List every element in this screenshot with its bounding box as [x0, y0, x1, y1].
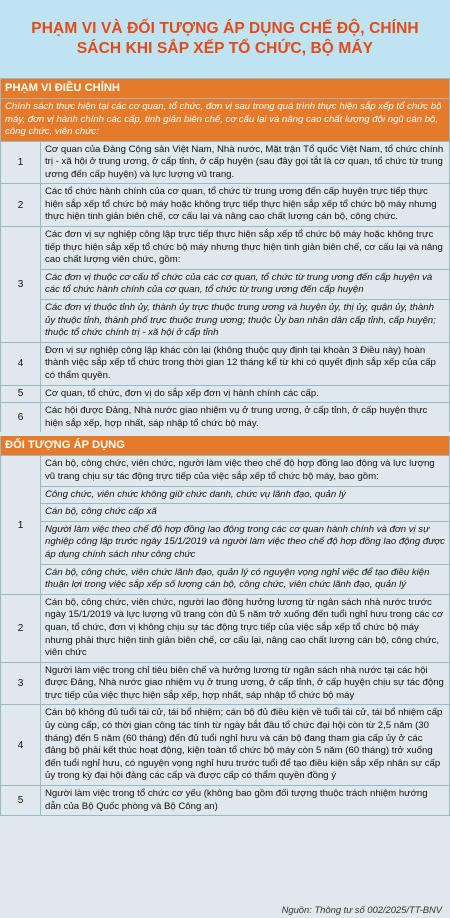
row-cell [41, 227, 450, 343]
row-number: 2 [1, 184, 41, 227]
row-number: 5 [1, 786, 41, 816]
sub-item: Cán bộ, công chức, viên chức lãnh đạo, quản lý có nguyện vọng nghỉ việc để tạo điều kiện thuận lợi trong việc sắp xếp số lượng cán bộ, công chức, viên chức lãnh đạo, quản lý [41, 564, 449, 592]
row-number: 1 [1, 456, 41, 594]
page-title [31, 19, 418, 59]
sub-item: Người làm việc theo chế độ hợp đồng lao động trong các cơ quan hành chính và đơn vị sự nghiệp công lập trước ngày 15/1/2019 và người làm việc theo chế độ hợp đồng lao động được áp dụng chính sách như công chức [41, 521, 449, 562]
sub-item: Các đơn vị thuộc tỉnh ủy, thành ủy trực thuộc trung ương và huyện ủy, thị ủy, quận ủy, thành ủy thuộc tỉnh, thành phố trực thuộc trung ương; thuộc Ủy ban nhân dân cấp tỉnh, cấp huyện; thuộc tổ chức chính trị - xã hội ở cấp tỉnh [41, 299, 449, 340]
row-number: 5 [1, 385, 41, 403]
row-text: Cán bộ, công chức, viên chức, người lao động hưởng lương từ ngân sách nhà nước trước ngày 15/1/2019 và lực lượng vũ trang còn đủ 5 năm trở xuống đến tuổi nghỉ hưu trong các cơ quan, tổ chức, đơn vị không chịu sự tác động trực tiếp của việc sắp xếp tổ chức bộ máy nhưng phải thực hiện tinh giản biên chế, cơ cấu lại, nâng cao chất lượng cán bộ, công chức, viên chức [41, 594, 450, 662]
table-row [1, 342, 450, 385]
sub-item: Công chức, viên chức không giữ chức danh, chức vụ lãnh đạo, quản lý [41, 486, 449, 502]
row-number: 3 [1, 662, 41, 705]
title-line-1: PHẠM VI VÀ ĐỐI TƯỢNG ÁP DỤNG CHẾ ĐỘ, CHÍNH [31, 20, 419, 37]
row-text: Cán bộ không đủ tuổi tái cử, tái bổ nhiệm; cán bộ đủ điều kiện về tuổi tái cử, tái bổ nhiệm cấp ủy cùng cấp, có thời gian công tác tính từ ngày bắt đầu tổ chức đại hội còn từ 2,5 năm (30 tháng) đến 5 năm (60 tháng) đến đủ tuổi nghỉ hưu và cán bộ đang tham gia cấp ủy ở các đảng bộ phải kết thúc hoạt động, kiện toàn tổ chức bộ máy còn 5 năm (60 tháng) trở xuống đến tuổi nghỉ hưu, có nguyện vọng nghỉ hưu trước tuổi để tạo điều kiện sắp xếp nhân sự cấp ủy trong kỳ đại hội đảng các cấp và được cấp có thẩm quyền đồng ý [41, 705, 450, 786]
row-text: Các hội được Đảng, Nhà nước giao nhiệm vụ ở trung ương, ở cấp tỉnh, ở cấp huyện thực hiện sắp xếp, hợp nhất, sáp nhập tổ chức bộ máy. [41, 403, 450, 435]
sub-item: Các đơn vị thuộc cơ cấu tổ chức của các cơ quan, tổ chức từ trung ương đến cấp huyện và các tổ chức hành chính của cơ quan, tổ chức từ trung ương đến cấp huyện [41, 269, 449, 297]
row-number: 6 [1, 403, 41, 435]
table-row [1, 786, 450, 816]
row-text: Cán bộ, công chức, viên chức, người làm việc theo chế độ hợp đồng lao động và lực lượng vũ trang chịu sự tác động trực tiếp của việc sắp xếp tổ chức bộ máy, bao gồm: [45, 458, 435, 482]
row-text: Các tổ chức hành chính của cơ quan, tổ chức từ trung ương đến cấp huyện trực tiếp thực hiện sắp xếp tổ chức bộ máy hoặc không trực tiếp thực hiện sắp xếp tổ chức bộ máy nhưng thực hiện tinh giản biên chế, cơ cấu lại và nâng cao chất lượng cán bộ, công chức. [41, 184, 450, 227]
table-row [1, 385, 450, 403]
sub-item: Cán bộ, công chức cấp xã [41, 503, 449, 519]
row-number: 3 [1, 227, 41, 343]
table-row [1, 227, 450, 343]
row-cell [41, 456, 450, 594]
table-row [1, 594, 450, 662]
row-text: Người làm việc trong chỉ tiêu biên chế và hưởng lương từ ngân sách nhà nước tại các hội được Đảng, Nhà nước giao nhiệm vụ ở trung ương, ở cấp tỉnh, ở cấp huyện chịu sự tác động trực tiếp của việc thực hiện sắp xếp, hợp nhất, sáp nhập tổ chức bộ máy [41, 662, 450, 705]
table-row [1, 141, 450, 184]
subjects-heading: ĐỐI TƯỢNG ÁP DỤNG [1, 434, 450, 456]
row-text: Các đơn vị sự nghiệp công lập trực tiếp thực hiện sắp xếp tổ chức bộ máy hoặc không trực tiếp thực hiện sắp xếp tổ chức bộ máy nhưng thực hiện tinh giản biên chế, cơ cấu lại và nâng cao chất lượng viên chức, gồm: [45, 229, 443, 266]
table-row [1, 403, 450, 435]
scope-intro: Chính sách thực hiện tại các cơ quan, tổ chức, đơn vị sau trong quá trình thực hiện sắp xếp tổ chức bộ máy, đơn vị hành chính các cấp, tinh giản biên chế, cơ cấu lại và nâng cao chất lượng đội ngũ cán bộ, công chức, viên chức: [1, 99, 450, 142]
row-text: Người làm việc trong tổ chức cơ yếu (không bao gồm đối tượng thuộc trách nhiệm hướng dẫn của Bộ Quốc phòng và Bộ Công an) [41, 786, 450, 816]
row-number: 4 [1, 705, 41, 786]
row-number: 2 [1, 594, 41, 662]
row-text: Đơn vị sự nghiệp công lập khác còn lại (không thuộc quy định tại khoản 3 Điều này) hoàn thành việc sắp xếp tổ chức trong thời gian 12 tháng kể từ khi có quyết định sắp xếp của cấp có thẩm quyền. [41, 342, 450, 385]
scope-table [0, 78, 450, 816]
table-row [1, 456, 450, 594]
table-row [1, 662, 450, 705]
table-row [1, 184, 450, 227]
row-number: 1 [1, 141, 41, 184]
row-text: Cơ quan, tổ chức, đơn vị do sắp xếp đơn vị hành chính các cấp. [41, 385, 450, 403]
title-banner [0, 0, 450, 78]
table-row [1, 705, 450, 786]
source-note: Nguồn: Thông tư số 002/2025/TT-BNV [281, 904, 442, 915]
scope-heading: PHẠM VI ĐIỀU CHỈNH [1, 79, 450, 99]
row-text: Cơ quan của Đảng Cộng sản Việt Nam, Nhà nước, Mặt trận Tổ quốc Việt Nam, tổ chức chính trị - xã hội ở trung ương, ở cấp tỉnh, ở cấp huyện (sau đây gọi tắt là cơ quan, tổ chức từ trung ương đến cấp huyện) và lực lượng vũ trang. [41, 141, 450, 184]
title-line-2: SÁCH KHI SẮP XẾP TỔ CHỨC, BỘ MÁY [76, 40, 374, 57]
row-number: 4 [1, 342, 41, 385]
